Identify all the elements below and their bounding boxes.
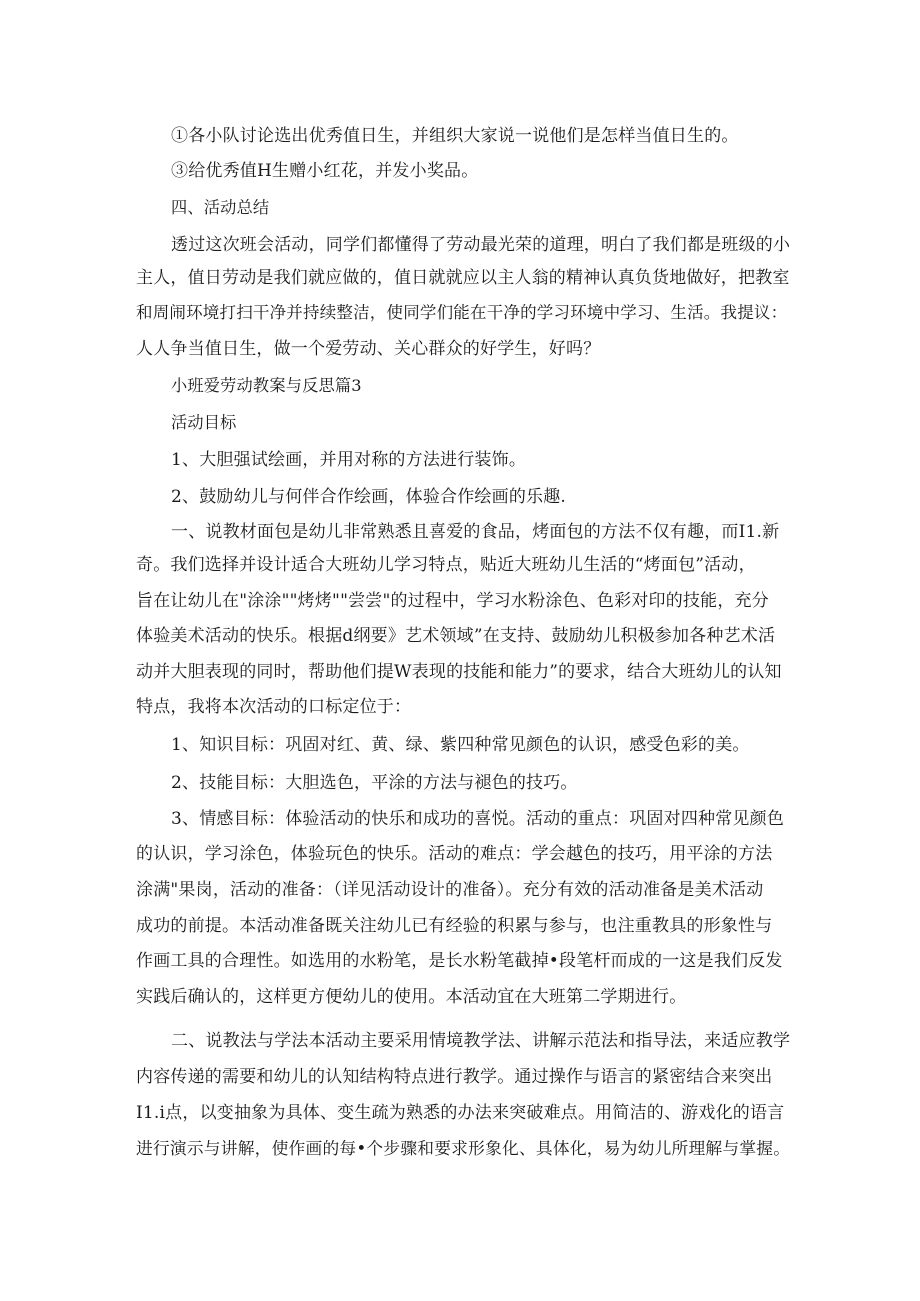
text-line-25: 实践后确认的，这样更方便幼儿的使用。本活动宜在大班第二学期进行。 [136,987,687,1007]
text-line-6: 和周闹环境打扫干净并持续整洁，使同学们能在干净的学习环境中学习、生活。我提议： [136,303,788,322]
text-line-12: 一、说教材面包是幼儿非常熟悉且喜爱的食品，烤面包的方法不仅有趣，而I1.新 [171,522,780,542]
text-line-26: 二、说教法与学法本活动主要采用情境教学法、讲解示范法和指导法，来适应教学 [171,1031,791,1051]
text-line-1: ①各小队讨论选出优秀值日生，并组织大家说一说他们是怎样当值日生的。 [171,126,739,146]
objective-item-3: 3、情感目标：体验活动的快乐和成功的喜悦。活动的重点：巩固对四种常见颜色 [171,809,785,829]
text-line-22: 涂满"果岗，活动的准备：（详见活动设计的准备）。充分有效的活动准备是美术活动 [136,880,764,900]
text-line-16: 动并大胆表现的同时，帮助他们提W表现的技能和能力”的要求，结合大班幼儿的认知 [136,662,782,682]
text-line-15: 体验美术活动的快乐。根据d纲要》艺术领域”在支持、鼓励幼儿积极参加各种艺术活 [136,626,776,646]
objective-item-1: 1、知识目标：巩固对红、黄、绿、紫四种常见颜色的认识，感受色彩的美。 [171,735,750,755]
text-line-7: 人人争当值日生，做一个爱劳动、关心群众的好学生，好吗？ [136,339,601,359]
text-line-17: 特点，我将本次活动的口标定位于： [136,697,412,717]
text-line-24: 作画工具的合理性。如选用的水粉笔，是长水粉笔截掉•段笔杆而成的一这是我们反发 [136,951,783,971]
text-line-5: 主人，值日劳动是我们就应做的，值日就就应以主人翁的精神认真负货地做好，把教室 [136,268,790,288]
text-line-23: 成功的前提。本活动准备既关注幼儿已有经验的积累与参与，也注重教具的形象性与 [136,916,773,936]
text-line-21: 的认识，学习涂色，体验玩色的快乐。活动的难点：学会越色的技巧，用平涂的方法 [136,844,773,864]
section-heading-goals: 活动目标 [171,413,237,432]
section-heading-summary: 四、活动总结 [171,198,270,217]
goal-item-2: 2、鼓励幼儿与何伴合作绘画，体验合作绘画的乐趣. [171,487,567,507]
section-title-lesson3: 小班爱劳动教案与反思篇3 [171,376,362,395]
text-line-2: ③给优秀值H生赠小红花，并发小奖品。 [171,161,479,181]
text-line-28: I1.i点，以变抽象为具体、变生疏为熟悉的办法来突破难点。用简洁的、游戏化的语言 [136,1103,785,1123]
text-line-29: 进行演示与讲解，使作画的每•个步骤和要求形象化、具体化，易为幼儿所理解与掌握。 [136,1138,791,1158]
text-line-14: 旨在让幼儿在"涂涂""烤烤""尝尝"的过程中，学习水粉涂色、色彩对印的技能，充分 [136,591,769,611]
text-line-27: 内容传递的需要和幼儿的认知结构特点进行教学。通过操作与语言的紧密结合来突出 [136,1067,773,1087]
text-line-4: 透过这次班会活动，同学们都懂得了劳动最光荣的道理，明白了我们都是班级的小 [171,235,791,255]
goal-item-1: 1、大胆强试绘画，并用对称的方法进行装饰。 [171,450,527,470]
objective-item-2: 2、技能目标：大胆选色，平涂的方法与褪色的技巧。 [171,773,578,793]
text-line-13: 奇。我们选择并设计适合大班幼儿学习特点，贴近大班幼儿生活的“烤面包”活动， [136,555,756,575]
